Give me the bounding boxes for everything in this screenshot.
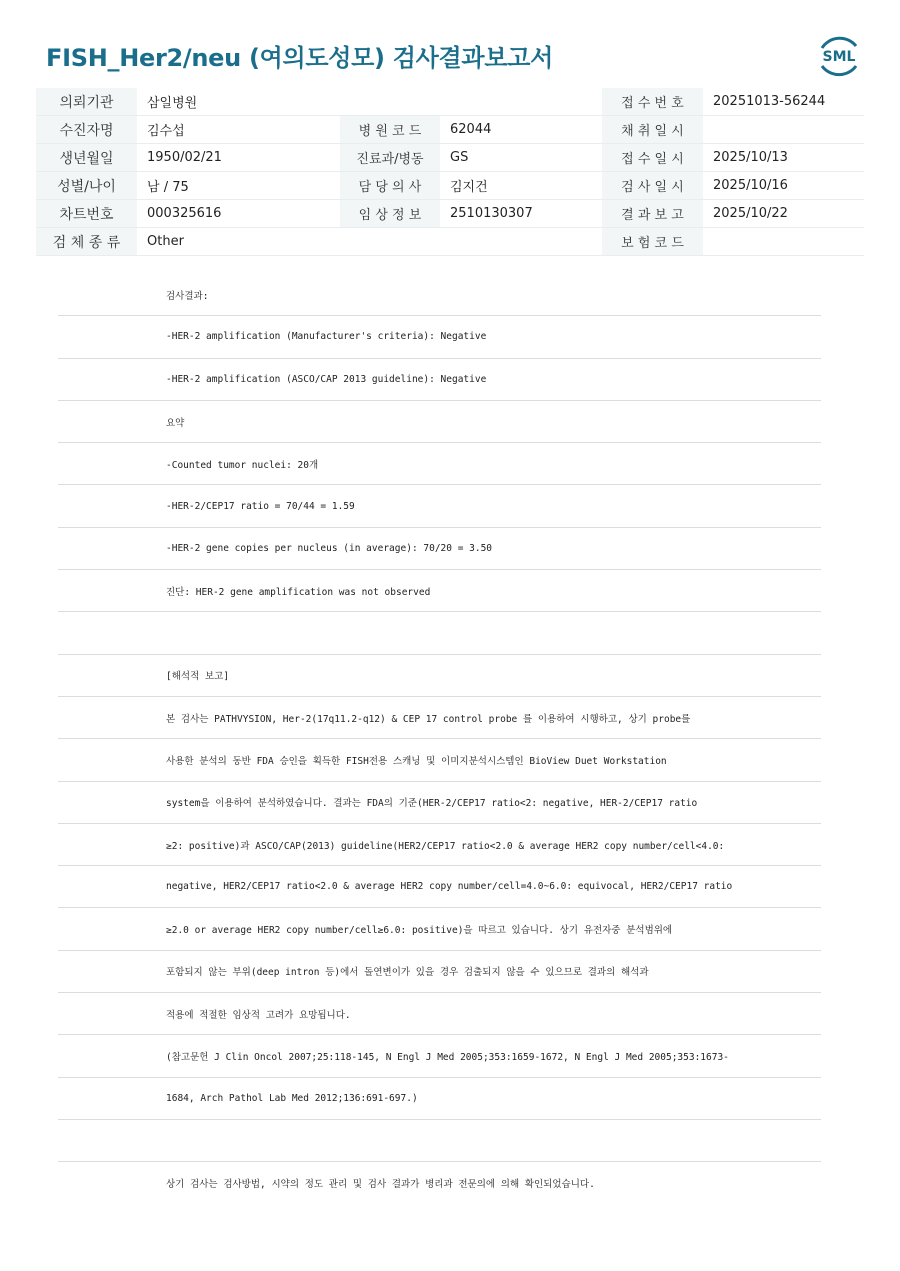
report-line: -HER-2 amplification (Manufacturer's criteria): Negative: [58, 316, 821, 358]
report-body: [58, 274, 821, 1205]
info-value: 20251013-56244: [703, 88, 864, 116]
report-line: -HER-2 amplification (ASCO/CAP 2013 guideline): Negative: [58, 359, 821, 401]
report-line: 상기 검사는 검사방법, 시약의 정도 관리 및 검사 결과가 병리과 전문의에 의해 확인되었습니다.: [166, 1179, 595, 1191]
report-line: [해석적 보고]: [58, 655, 821, 697]
info-value: 000325616: [137, 200, 340, 228]
info-label: 병 원 코 드: [340, 116, 440, 144]
report-line: system을 이용하여 분석하였습니다. 결과는 FDA의 기준(HER-2/CEP17 ratio<2: negative, HER-2/CEP17 ratio: [58, 782, 821, 824]
info-value: [703, 228, 864, 256]
report-line: 요약: [58, 401, 821, 443]
info-label: 차트번호: [36, 200, 137, 228]
info-label: 수진자명: [36, 116, 137, 144]
report-line: 진단: HER-2 gene amplification was not observed: [58, 570, 821, 612]
report-line: -Counted tumor nuclei: 20개: [58, 443, 821, 485]
report-title: FISH_Her2/neu (여의도성모) 검사결과보고서: [46, 44, 553, 72]
report-line: -HER-2 gene copies per nucleus (in average): 70/20 = 3.50: [58, 528, 821, 570]
info-label: 접 수 일 시: [602, 144, 703, 172]
info-label: 진료과/병동: [340, 144, 440, 172]
info-label: [340, 228, 440, 256]
info-label: 접 수 번 호: [602, 88, 703, 116]
report-line: 검사결과:: [58, 274, 821, 316]
info-label: 검 체 종 류: [36, 228, 137, 256]
report-line: 사용한 분석의 동반 FDA 승인을 획득한 FISH전용 스캐닝 및 이미지분석시스템인 BioView Duet Workstation: [58, 739, 821, 781]
report-line: [58, 1120, 821, 1162]
info-value: GS: [440, 144, 602, 172]
report-line: 포함되지 않는 부위(deep intron 등)에서 돌연변이가 있을 경우 검출되지 않을 수 있으므로 결과의 해석과: [58, 951, 821, 993]
report-line: [58, 612, 821, 654]
info-label: 의뢰기관: [36, 88, 137, 116]
info-label: 성별/나이: [36, 172, 137, 200]
info-label: [340, 88, 440, 116]
info-value: 2510130307: [440, 200, 602, 228]
info-value: 김지건: [440, 172, 602, 200]
logo-text: SML: [822, 49, 856, 65]
report-line: 적용에 적절한 임상적 고려가 요망됩니다.: [58, 993, 821, 1035]
info-row: [36, 200, 864, 228]
info-label: 담 당 의 사: [340, 172, 440, 200]
info-value: 2025/10/22: [703, 200, 864, 228]
info-label: 채 취 일 시: [602, 116, 703, 144]
info-value: 62044: [440, 116, 602, 144]
info-row: [36, 228, 864, 256]
info-label: 검 사 일 시: [602, 172, 703, 200]
info-value: 2025/10/16: [703, 172, 864, 200]
info-row: [36, 88, 864, 116]
report-line: -HER-2/CEP17 ratio = 70/44 = 1.59: [58, 485, 821, 527]
info-label: 보 험 코 드: [602, 228, 703, 256]
info-value: Other: [137, 228, 340, 256]
info-label: 생년월일: [36, 144, 137, 172]
report-line: 1684, Arch Pathol Lab Med 2012;136:691-697.): [58, 1078, 821, 1120]
info-row: [36, 172, 864, 200]
info-value: 남 / 75: [137, 172, 340, 200]
info-value: [440, 88, 602, 116]
report-line: (참고문헌 J Clin Oncol 2007;25:118-145, N Engl J Med 2005;353:1659-1672, N Engl J Med 2005;353:1673-: [58, 1035, 821, 1077]
info-value: 2025/10/13: [703, 144, 864, 172]
report-line: 본 검사는 PATHVYSION, Her-2(17q11.2-q12) & CEP 17 control probe 를 이용하여 시행하고, 상기 probe를: [58, 697, 821, 739]
info-row: [36, 116, 864, 144]
info-value: [703, 116, 864, 144]
patient-info-table: [36, 88, 864, 256]
info-row: [36, 144, 864, 172]
report-line: negative, HER2/CEP17 ratio<2.0 & average HER2 copy number/cell=4.0~6.0: equivocal, HER2/CEP17 ratio: [58, 866, 821, 908]
info-value: [440, 228, 602, 256]
info-label: 결 과 보 고: [602, 200, 703, 228]
info-value: 1950/02/21: [137, 144, 340, 172]
report-line: ≥2: positive)과 ASCO/CAP(2013) guideline(HER2/CEP17 ratio<2.0 & average HER2 copy number/cell<4.0:: [58, 824, 821, 866]
info-value: 삼일병원: [137, 88, 340, 116]
info-value: 김수섭: [137, 116, 340, 144]
report-line: ≥2.0 or average HER2 copy number/cell≥6.0: positive)을 따르고 있습니다. 상기 유전자중 분석범위에: [58, 908, 821, 950]
sml-logo: [812, 28, 866, 82]
info-label: 임 상 정 보: [340, 200, 440, 228]
